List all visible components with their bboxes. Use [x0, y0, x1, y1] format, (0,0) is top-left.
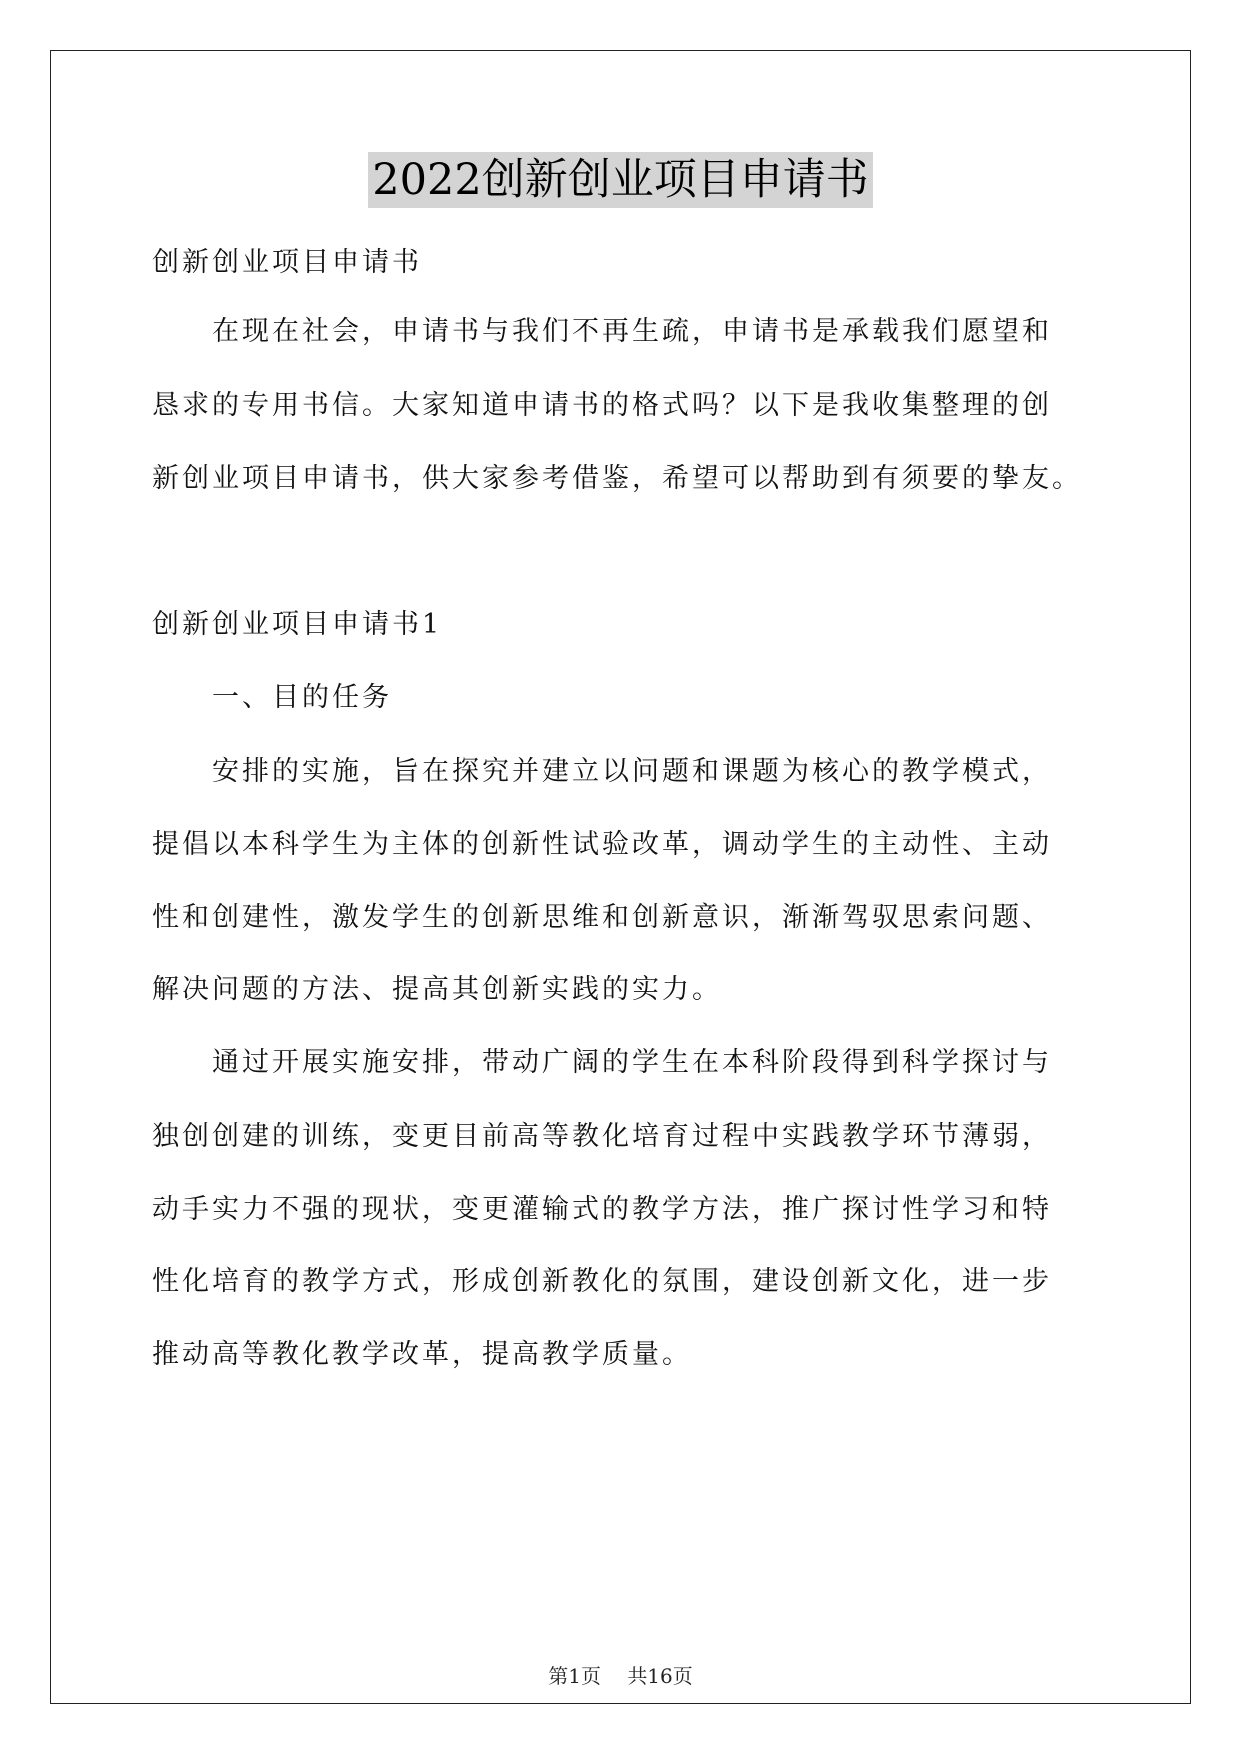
paragraph-line: 解决问题的方法、提高其创新实践的实力。 [152, 974, 722, 1005]
page-total: 共16页 [627, 1664, 693, 1688]
subtitle-line: 创新创业项目申请书 [152, 247, 422, 278]
document-title-text: 2022创新创业项目申请书 [368, 152, 872, 208]
document-title [0, 152, 1241, 208]
paragraph-line: 性化培育的教学方式，形成创新教化的氛围，建设创新文化，进一步 [152, 1266, 1052, 1297]
paragraph-line: 通过开展实施安排，带动广阔的学生在本科阶段得到科学探讨与 [212, 1047, 1052, 1078]
subsection-heading: 一、目的任务 [212, 682, 392, 713]
paragraph-line: 独创创建的训练，变更目前高等教化培育过程中实践教学环节薄弱， [152, 1121, 1052, 1152]
page-footer [0, 1660, 1241, 1689]
paragraph-line: 推动高等教化教学改革，提高教学质量。 [152, 1339, 692, 1370]
paragraph-line: 恳求的专用书信。大家知道申请书的格式吗？以下是我收集整理的创 [152, 390, 1052, 421]
section-heading: 创新创业项目申请书1 [152, 609, 443, 640]
page-number: 第1页 [548, 1664, 601, 1688]
paragraph-line: 新创业项目申请书，供大家参考借鉴，希望可以帮助到有须要的挚友。 [152, 463, 1082, 494]
paragraph-line: 安排的实施，旨在探究并建立以问题和课题为核心的教学模式， [212, 756, 1052, 787]
paragraph-line: 动手实力不强的现状，变更灌输式的教学方法，推广探讨性学习和特 [152, 1194, 1052, 1225]
paragraph-line: 提倡以本科学生为主体的创新性试验改革，调动学生的主动性、主动 [152, 829, 1052, 860]
page-border [50, 50, 1191, 1704]
paragraph-line: 性和创建性，激发学生的创新思维和创新意识，渐渐驾驭思索问题、 [152, 902, 1052, 933]
paragraph-line: 在现在社会，申请书与我们不再生疏，申请书是承载我们愿望和 [212, 316, 1052, 347]
